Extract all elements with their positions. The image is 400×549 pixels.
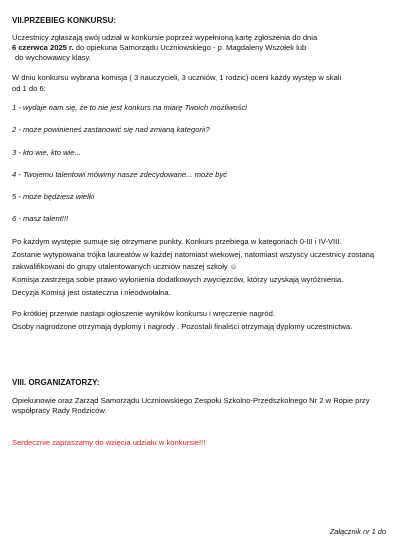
rules-line-1: Po każdym występie sumuje się otrzymane punkty. Konkurs przebiega w kategoriach 0-III i IV-VIII.	[12, 237, 342, 246]
scale-item-2: 2 - może powinieneś zastanowić się nad zmianą kategorii?	[12, 125, 210, 134]
rules-line-3: zakwalifikowani do grupy utalentowanych uczniów naszej szkoły ☺	[12, 262, 238, 271]
organizers-line-2: współpracy Rady Rodziców.	[12, 406, 107, 415]
deadline-date: 6 czerwca 2025 r.	[12, 43, 74, 52]
intro-line-2-text: do opiekuna Samorządu Uczniowskiego - p. Magdaleny Wszołek lub	[73, 43, 307, 52]
rules-line-2: Zostanie wytypowana trójka laureatów w każdej natomiast wiekowej, natomiast wszyscy uczestnicy zostaną	[12, 250, 375, 259]
scale-item-4: 4 - Twojemu talentowi mówimy nasze zdecydowane... może być	[12, 170, 228, 179]
jury-line-1: W dniu konkursu wybrana komisja ( 3 nauczycieli, 3 uczniów, 1 rodzic) oceni każdy występ w skali	[12, 73, 342, 82]
intro-line-3: do wychowawcy klasy.	[15, 53, 91, 62]
jury-line-2: od 1 do 6:	[12, 84, 46, 93]
rules-line-5: Decyzja Komisji jest ostateczna i nieodwołalna.	[12, 288, 171, 297]
invitation-text: Serdecznie zapraszamy do wzięcia udziału w konkursie!!!	[12, 438, 206, 447]
results-line-1: Po krótkiej przerwie nastąpi ogłoszenie wyników konkursu i wręczenie nagród.	[12, 309, 275, 318]
rules-line-4: Komisja zastrzega sobie prawo wyłonienia dodatkowych zwycięzców, którzy uzyskają wyróżnienia.	[12, 275, 344, 284]
scale-item-1: 1 - wydaje nam się, że to nie jest konkurs na miarę Twoich możliwości	[12, 103, 247, 112]
scale-item-3: 3 - kto wie, kto wie...	[12, 148, 81, 157]
scale-item-5: 5 - może będziesz wielki	[12, 192, 95, 201]
section-8-heading: VIII. ORGANIZATORZY:	[12, 378, 100, 387]
intro-line-1: Uczestnicy zgłaszają swój udział w konkursie poprzez wypełnioną kartę zgłoszenia do dnia	[12, 33, 318, 42]
attachment-note: Załącznik nr 1 do	[329, 527, 386, 536]
scale-item-6: 6 - masz talent!!!	[12, 214, 69, 223]
organizers-line-1: Opiekunowie oraz Zarząd Samorządu Uczniowskiego Zespołu Szkolno-Przedszkolnego Nr 2 w Ropie przy	[12, 396, 370, 405]
results-line-2: Osoby nagrodzone otrzymają dyplomy i nagrody . Pozostali finaliści otrzymają dyplomy uczestnictwa.	[12, 322, 353, 331]
intro-line-2	[12, 43, 384, 53]
section-7-heading: VII.PRZEBIEG KONKURSU:	[12, 16, 117, 25]
